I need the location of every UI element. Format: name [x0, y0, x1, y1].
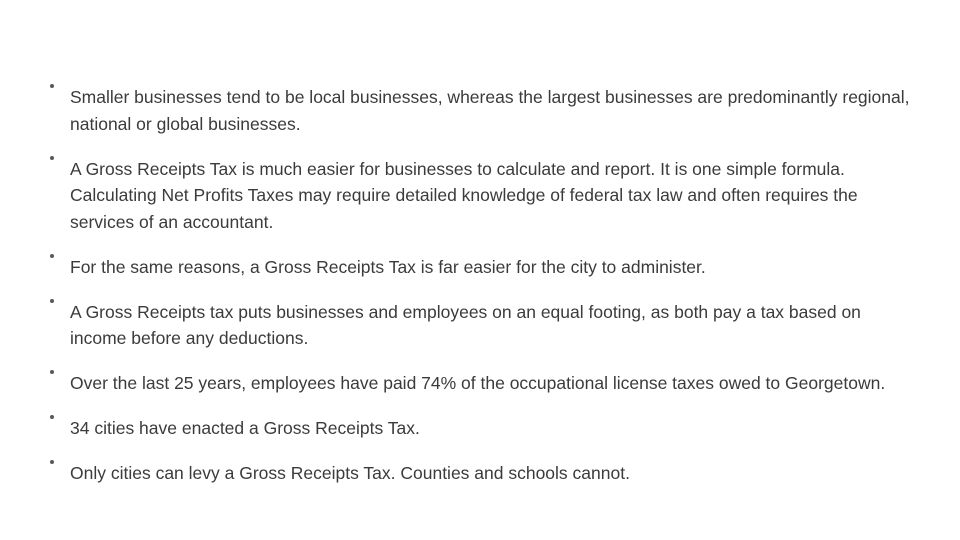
bullet-text: Over the last 25 years, employees have paid 74% of the occupational license taxes owed to Georgetown. [70, 373, 886, 394]
bullet-text: A Gross Receipts tax puts businesses and employees on an equal footing, as both pay a tax based on income before any deductions. [70, 301, 861, 349]
bullet-dot-icon [50, 254, 54, 258]
bullet-dot-icon [50, 370, 54, 374]
bullet-dot-icon [50, 156, 54, 160]
bullet-dot-icon [50, 415, 54, 419]
bullet-content-block [44, 84, 920, 486]
bullet-list [44, 84, 920, 486]
list-item [44, 299, 920, 353]
list-item [44, 84, 920, 138]
bullet-text: Only cities can levy a Gross Receipts Tax. Counties and schools cannot. [70, 462, 630, 483]
bullet-text: Smaller businesses tend to be local businesses, whereas the largest businesses are predominantly regional, national or global businesses. [70, 87, 910, 134]
bullet-text: For the same reasons, a Gross Receipts Tax is far easier for the city to administer. [70, 256, 706, 277]
bullet-text: 34 cities have enacted a Gross Receipts Tax. [70, 417, 420, 438]
bullet-dot-icon [50, 84, 54, 88]
list-item [44, 156, 920, 236]
list-item [44, 254, 920, 281]
bullet-text: A Gross Receipts Tax is much easier for businesses to calculate and report. It is one simple formula. Calculating Net Profits Taxes may require detailed knowledge of federal tax law and often requires the services of an accountant. [70, 158, 858, 233]
list-item [44, 415, 920, 442]
list-item [44, 370, 920, 397]
bullet-dot-icon [50, 460, 54, 464]
list-item [44, 460, 920, 487]
bullet-dot-icon [50, 299, 54, 303]
